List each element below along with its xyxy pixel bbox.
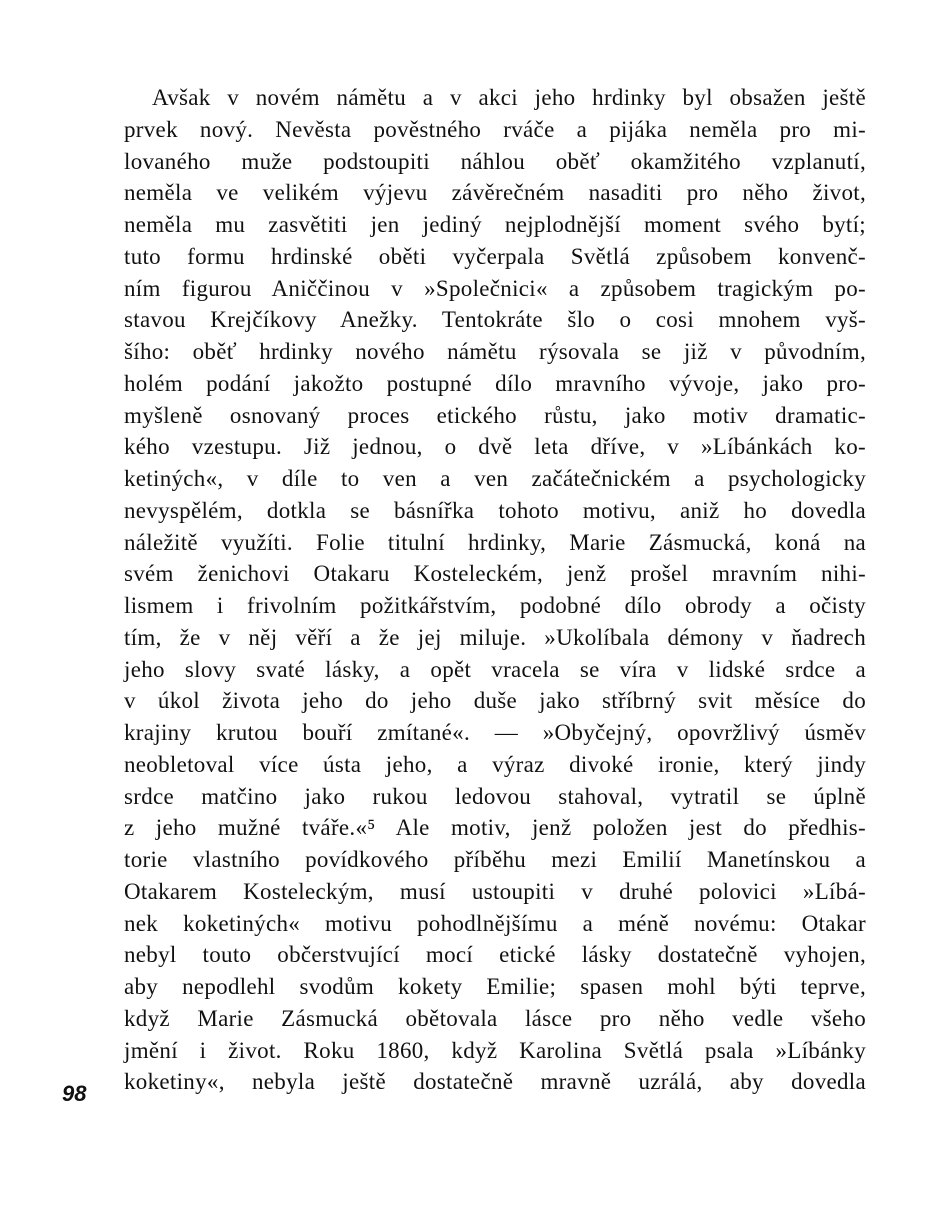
text-line: neměla mu zasvětiti jen jediný nejplodnější moment svého bytí;: [124, 212, 866, 237]
text-line: z jeho mužné tváře.«⁵ Ale motiv, jenž položen jest do předhis-: [124, 815, 866, 841]
text-line: stavou Krejčíkovy Anežky. Tentokráte šlo o cosi mnohem vyš-: [124, 307, 866, 333]
page-number: 98: [62, 1081, 87, 1106]
text-line: když Marie Zásmucká obětovala lásce pro něho vedle všeho: [124, 1005, 866, 1031]
text-line: nebyl touto občerstvující mocí etické lásky dostatečně vyhojen,: [124, 942, 866, 968]
text-line: myšleně osnovaný proces etického růstu, jako motiv dramatic-: [124, 402, 866, 428]
text-line: koketiny«, nebyla ještě dostatečně mravně uzrálá, aby dovedla: [124, 1069, 866, 1095]
text-line: kého vzestupu. Již jednou, o dvě leta dříve, v »Líbánkách ko-: [124, 434, 866, 460]
text-line: tím, že v něj věří a že jej miluje. »Ukolíbala démony v ňadrech: [124, 624, 866, 650]
body-text: [124, 82, 866, 1098]
text-line: Otakarem Kosteleckým, musí ustoupiti v druhé polovici »Líbá-: [124, 878, 866, 904]
text-line: holém podání jakožto postupné dílo mravního vývoje, jako pro-: [124, 370, 866, 396]
text-line: krajiny krutou bouří zmítané«. — »Obyčejný, opovržlivý úsměv: [124, 720, 866, 745]
text-line: v úkol života jeho do jeho duše jako stříbrný svit měsíce do: [124, 688, 866, 714]
text-line: ním figurou Aniččinou v »Společnici« a způsobem tragickým po-: [124, 275, 866, 301]
text-line: aby nepodlehl svodům kokety Emilie; spasen mohl býti teprve,: [124, 974, 866, 999]
text-line: torie vlastního povídkového příběhu mezi Emilií Manetínskou a: [124, 847, 866, 872]
text-line: Avšak v novém námětu a v akci jeho hrdinky byl obsažen ještě: [152, 85, 866, 110]
text-line: jmění i život. Roku 1860, když Karolina Světlá psala »Líbánky: [124, 1037, 866, 1063]
text-line: šího: oběť hrdinky nového námětu rýsovala se již v původním,: [124, 339, 866, 364]
text-line: prvek nový. Nevěsta pověstného rváče a pijáka neměla pro mi-: [124, 116, 866, 142]
text-line: lovaného muže podstoupiti náhlou oběť okamžitého vzplanutí,: [124, 148, 866, 174]
text-line: nevyspělém, dotkla se básnířka tohoto motivu, aniž ho dovedla: [124, 497, 866, 523]
text-line: neměla ve velikém výjevu závěrečném nasaditi pro něho život,: [124, 180, 866, 206]
text-line: neobletoval více ústa jeho, a výraz divoké ironie, který jindy: [124, 751, 866, 777]
text-line: srdce matčino jako rukou ledovou stahoval, vytratil se úplně: [124, 783, 866, 809]
text-line: tuto formu hrdinské oběti vyčerpala Světlá způsobem konvenč-: [124, 243, 866, 269]
text-line: jeho slovy svaté lásky, a opět vracela se víra v lidské srdce a: [124, 656, 866, 682]
text-line: ketiných«, v díle to ven a ven začátečnickém a psychologicky: [124, 466, 866, 491]
text-line: svém ženichovi Otakaru Kosteleckém, jenž prošel mravním nihi-: [124, 561, 866, 587]
text-line: náležitě využíti. Folie titulní hrdinky, Marie Zásmucká, koná na: [124, 529, 866, 555]
text-line: lismem i frivolním požitkářstvím, podobné dílo obrody a očisty: [124, 593, 866, 618]
text-line: nek koketiných« motivu pohodlnějšímu a méně novému: Otakar: [124, 910, 866, 936]
